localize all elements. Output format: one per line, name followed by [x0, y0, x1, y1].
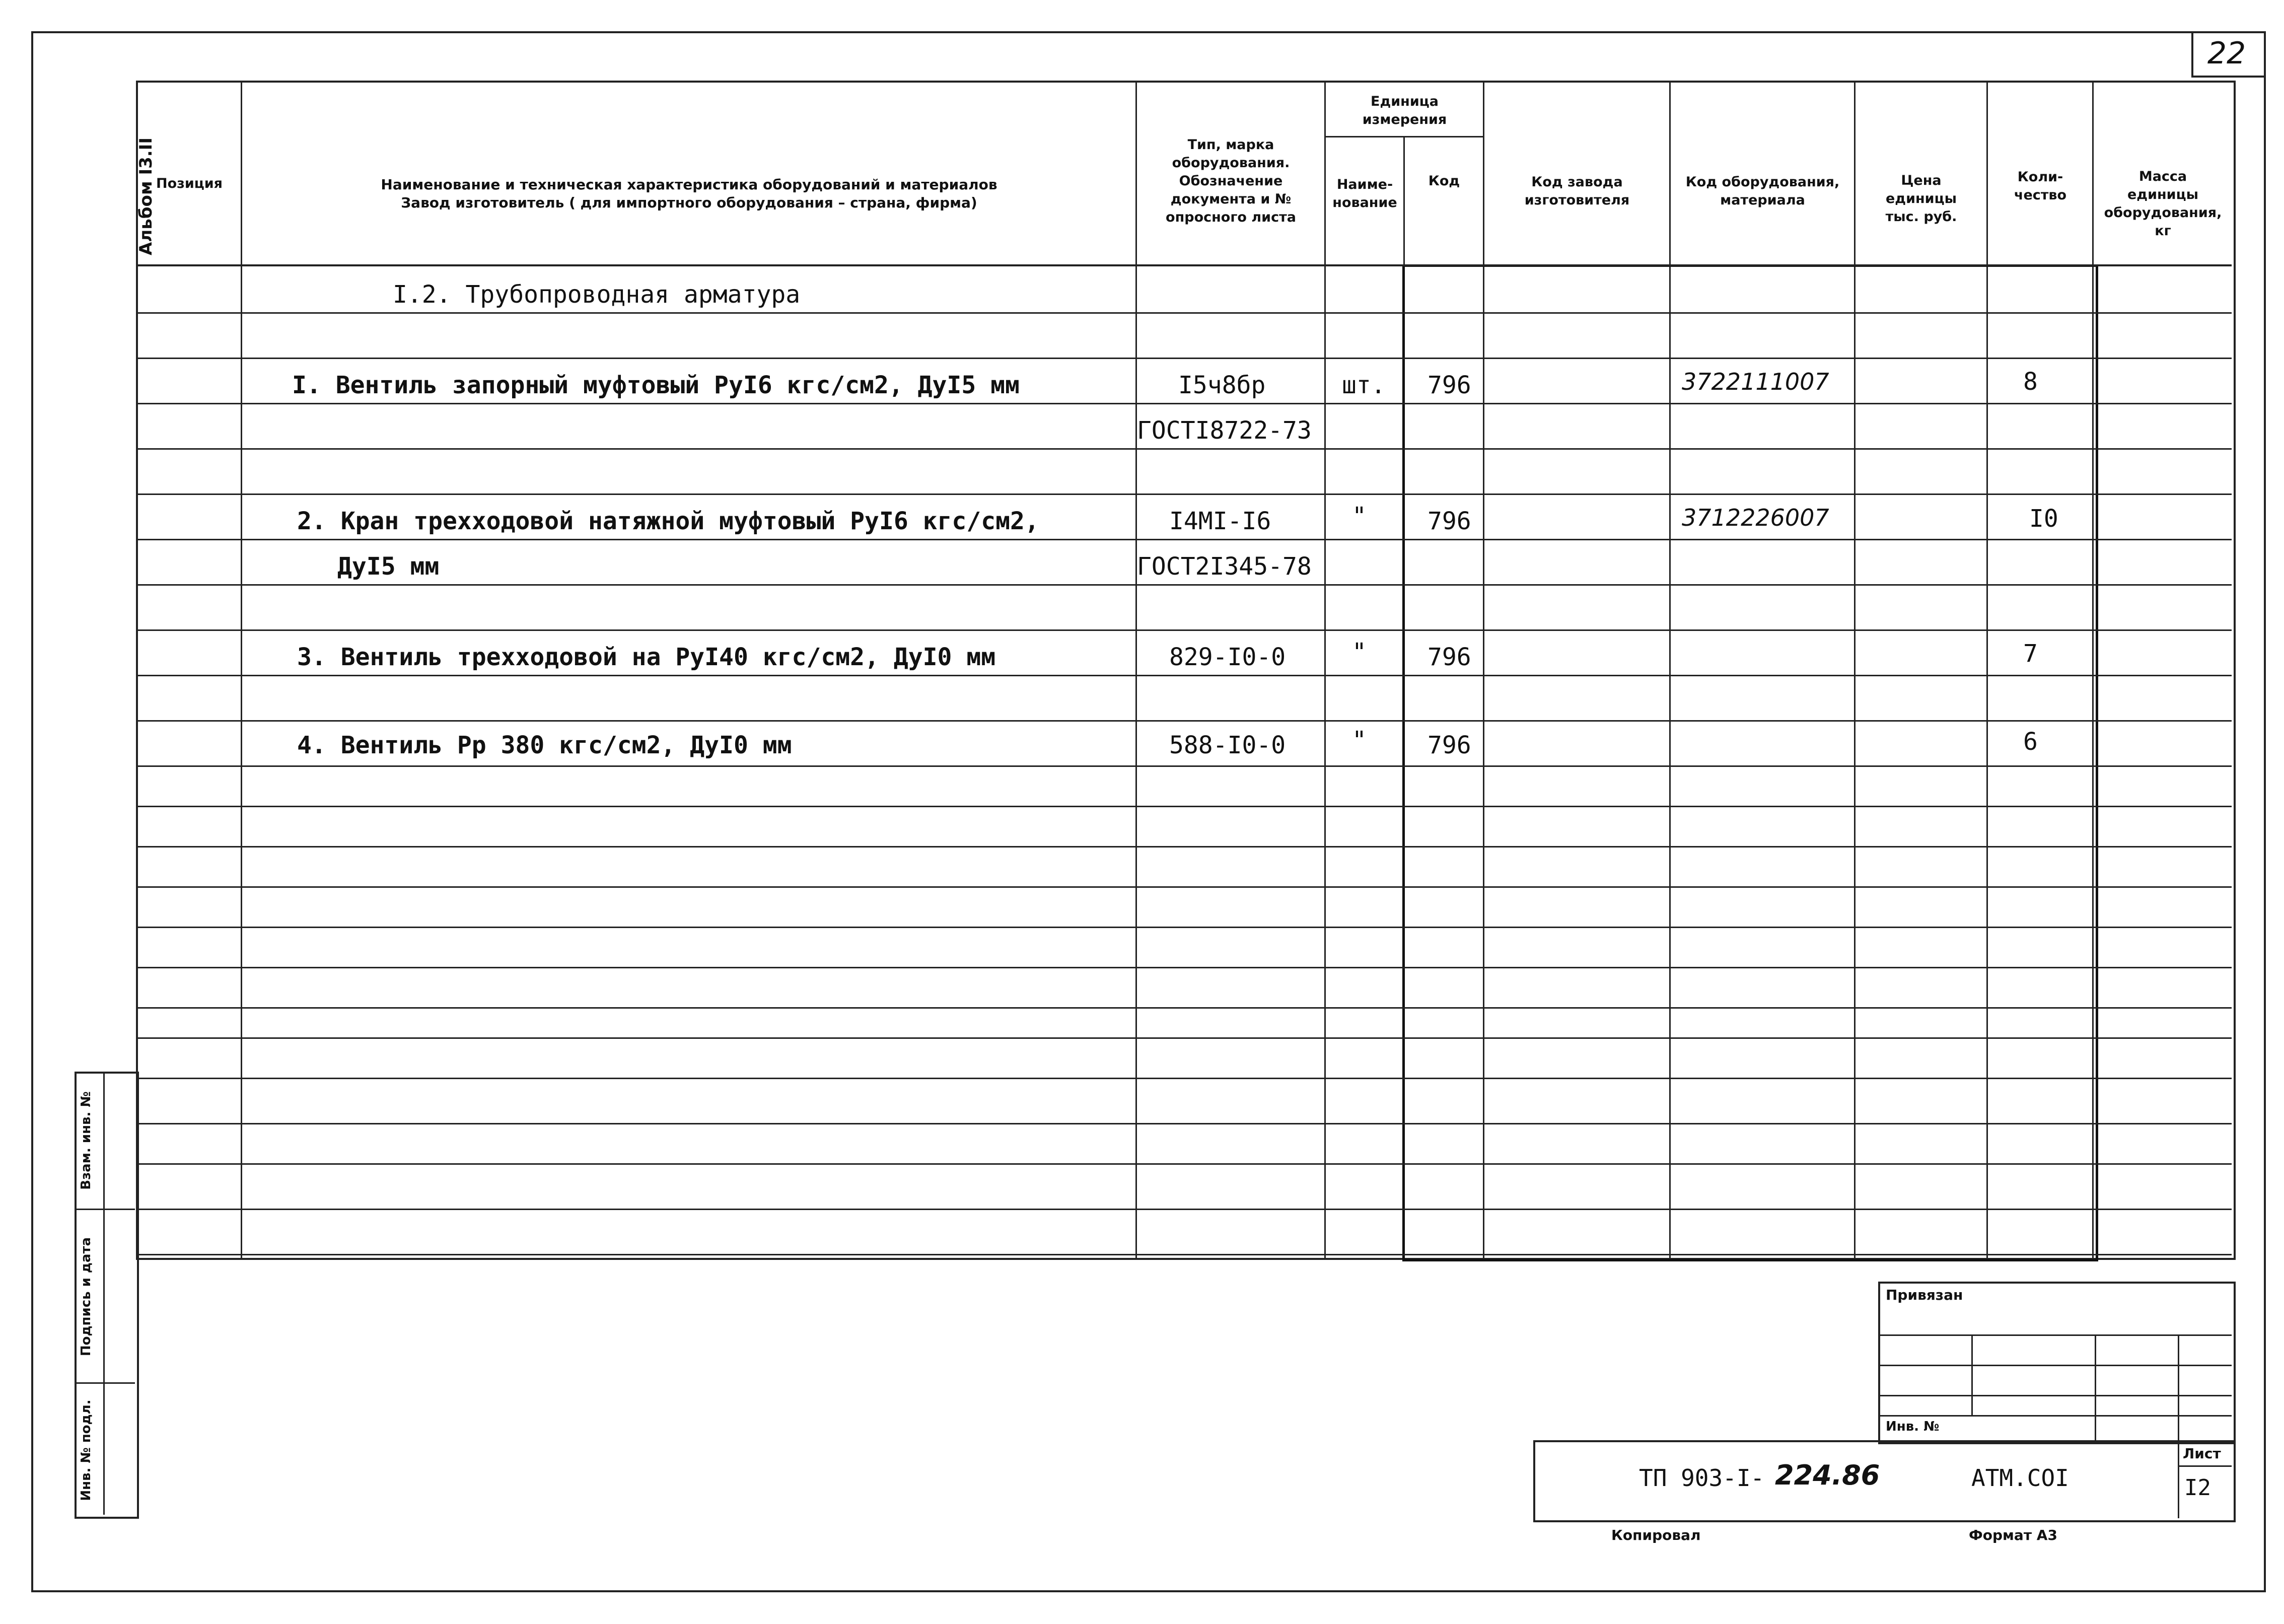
row-3-unit: ": [1352, 638, 1367, 666]
row-2-type: I4МI-I6: [1169, 507, 1271, 535]
header-unit-code: Код: [1428, 173, 1460, 189]
inv-no-label: Инв. №: [1886, 1419, 1940, 1434]
section-title: I.2. Трубопроводная арматура: [393, 280, 801, 309]
row-4-type: 588-I0-0: [1169, 731, 1286, 759]
header-name: Наименование и техническая характеристика оборудований и материалов Завод изготовитель ( для импортного оборудования – страна, фирма): [381, 176, 997, 211]
format-label: Формат А3: [1969, 1527, 2057, 1543]
designation-suffix: АТМ.СОI: [1971, 1464, 2069, 1492]
album-label: Альбом I3.II: [136, 137, 156, 255]
privyazan-label: Привязан: [1886, 1287, 1963, 1303]
row-2-code: 796: [1428, 507, 1471, 535]
row-2b-name: ДуI5 мм: [337, 552, 440, 581]
row-1-equipment-code: 3722111007: [1682, 368, 1829, 395]
header-factory-code: Код завода изготовителя: [1524, 174, 1630, 208]
podpis-data-label: Подпись и дата: [79, 1237, 94, 1357]
row-4-code: 796: [1428, 731, 1471, 759]
row-2-equipment-code: 3712226007: [1682, 504, 1829, 531]
row-1-type: I5ч8бр: [1178, 371, 1266, 399]
row-1-qty: 8: [2023, 368, 2038, 396]
row-3-code: 796: [1428, 643, 1471, 671]
designation-prefix: ТП 903-I-: [1639, 1464, 1765, 1492]
row-3-qty: 7: [2023, 640, 2038, 668]
row-3-name: 3. Вентиль трехходовой на РуI40 кгс/см2, ДуI0 мм: [297, 643, 996, 671]
row-4-name: 4. Вентиль Рр 380 кгс/см2, ДуI0 мм: [297, 731, 792, 759]
sheet-number: 22: [2207, 36, 2246, 71]
header-type: Тип, марка оборудования. Обозначение документа и № опросного листа: [1166, 137, 1296, 225]
header-quantity: Коли- чество: [2014, 169, 2067, 203]
designation-number: 224.86: [1775, 1459, 1880, 1491]
row-3-type: 829-I0-0: [1169, 643, 1286, 671]
header-mass: Масса единицы оборудования, кг: [2104, 169, 2222, 239]
row-4-unit: ": [1352, 726, 1367, 754]
row-2-qty: I0: [2029, 505, 2058, 533]
row-4-qty: 6: [2023, 728, 2038, 756]
copied-label: Копировал: [1611, 1527, 1701, 1543]
list-value: I2: [2184, 1475, 2211, 1501]
row-2-unit: ": [1352, 502, 1367, 530]
list-label: Лист: [2183, 1445, 2221, 1462]
row-1b-type: ГОСТI8722-73: [1137, 416, 1312, 445]
row-2b-type: ГОСТ2I345-78: [1137, 552, 1312, 581]
inner-bold-block: [1402, 264, 2098, 1261]
header-unit-group: Единица измерения: [1362, 94, 1447, 127]
inv-podl-label: Инв. № подл.: [79, 1399, 94, 1501]
header-position: Позиция: [156, 176, 223, 191]
row-1-name: I. Вентиль запорный муфтовый РуI6 кгс/см2, ДуI5 мм: [292, 371, 1020, 399]
row-1-code: 796: [1428, 371, 1471, 399]
row-1-unit: шт.: [1342, 371, 1386, 399]
header-unit-name: Наиме- нование: [1332, 177, 1397, 210]
row-2-name: 2. Кран трехходовой натяжной муфтовый РуI6 кгс/см2,: [297, 507, 1039, 535]
header-equipment-code: Код оборудования, материала: [1685, 174, 1840, 208]
header-price: Цена единицы тыс. руб.: [1885, 173, 1957, 225]
vzam-inv-label: Взам. инв. №: [79, 1091, 94, 1190]
